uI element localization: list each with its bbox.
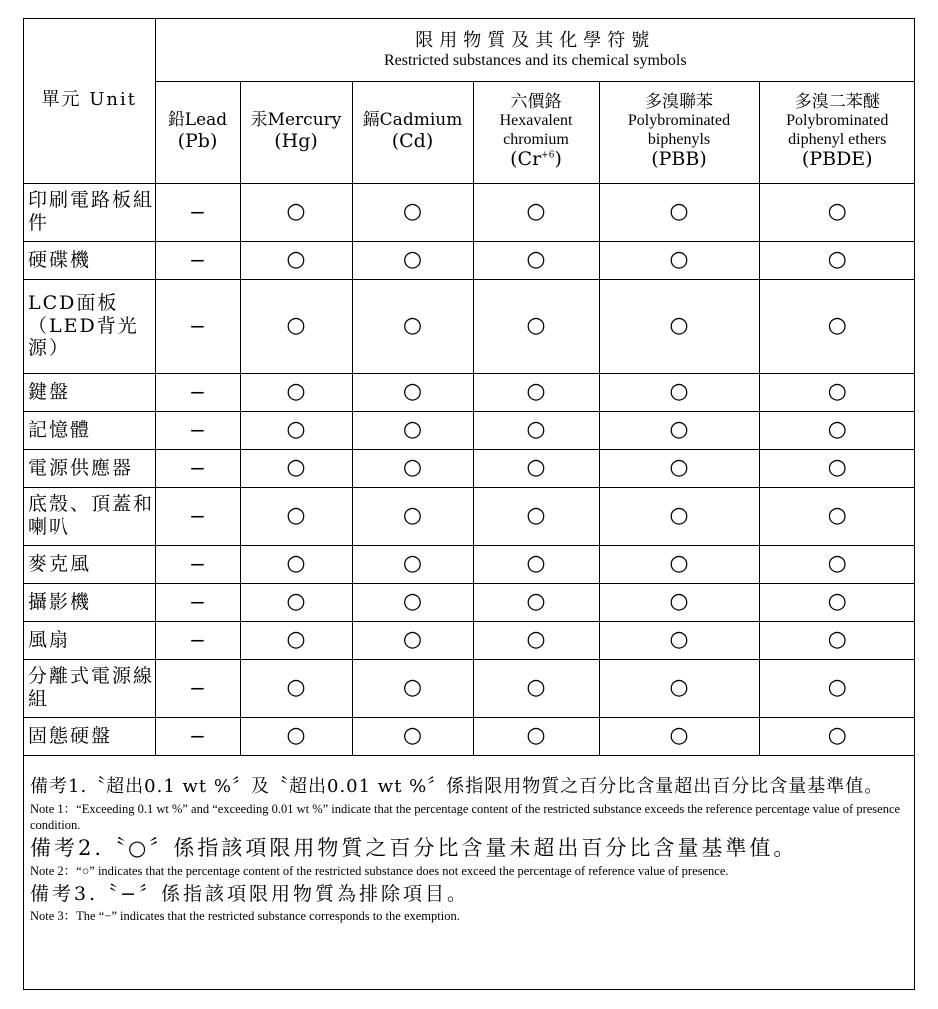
symbol-end: ) (554, 148, 562, 171)
substance-cell (759, 659, 915, 717)
substance-cell (352, 449, 473, 487)
substance-cell (759, 183, 915, 241)
circle-mark: ○ (402, 503, 423, 529)
substance-cell (352, 487, 473, 545)
substance-cell (759, 487, 915, 545)
substance-cell (759, 373, 915, 411)
table-row (24, 487, 915, 545)
substance-cell (155, 241, 240, 279)
note1-en: Note 1：“Exceeding 0.1 wt %” and “exceeding 0.01 wt %” indicate that the percentage content of the restricted substance exceeds the reference percentage value of presence condition. (30, 801, 901, 832)
substance-cell (759, 241, 915, 279)
circle-mark: ○ (526, 247, 546, 273)
substance-cell (240, 373, 352, 411)
circle-mark: ○ (286, 455, 306, 481)
rohs-declaration (23, 18, 915, 990)
circle-mark: ○ (286, 199, 306, 225)
column-header (599, 81, 759, 183)
restricted-substances-table (24, 19, 915, 756)
column-header-line3: diphenyl ethers (788, 130, 887, 148)
notes-section (30, 763, 910, 925)
column-header-line2: Polybrominated (627, 112, 731, 130)
circle-mark: ○ (526, 455, 546, 481)
row-label: 分離式電源線組 (24, 659, 155, 717)
substance-cell (599, 279, 759, 373)
column-header (352, 81, 473, 183)
substance-cell (352, 279, 473, 373)
circle-mark: ○ (402, 589, 423, 615)
substance-cell (155, 449, 240, 487)
dash-mark: − (189, 503, 206, 528)
substance-cell (473, 717, 599, 755)
column-header-line1: 汞Mercury (250, 110, 342, 131)
circle-mark: ○ (827, 589, 847, 615)
circle-mark: ○ (669, 723, 689, 749)
substance-cell (240, 583, 352, 621)
circle-mark: ○ (669, 455, 689, 481)
table-row (24, 583, 915, 621)
note3-zh: 備考3.〝−〞係指該項限用物質為排除項目。 (30, 882, 470, 905)
substance-cell (473, 583, 599, 621)
circle-mark: ○ (402, 417, 423, 443)
dash-mark: − (189, 417, 206, 442)
substance-cell (599, 545, 759, 583)
substance-cell (759, 621, 915, 659)
dash-mark: − (189, 199, 206, 224)
substance-cell (352, 241, 473, 279)
column-header (155, 81, 240, 183)
substance-cell (473, 545, 599, 583)
circle-mark: ○ (402, 247, 423, 273)
substance-cell (599, 411, 759, 449)
table-row (24, 241, 915, 279)
circle-mark: ○ (402, 455, 423, 481)
circle-mark: ○ (286, 417, 306, 443)
circle-mark: ○ (286, 503, 306, 529)
substance-cell (599, 183, 759, 241)
circle-mark: ○ (286, 247, 306, 273)
substance-cell (599, 449, 759, 487)
substance-cell (759, 411, 915, 449)
circle-mark: ○ (827, 455, 847, 481)
circle-mark: ○ (669, 627, 689, 653)
substance-cell (759, 545, 915, 583)
circle-mark: ○ (669, 199, 689, 225)
circle-mark: ○ (669, 313, 689, 339)
substance-cell (240, 411, 352, 449)
circle-mark: ○ (526, 723, 546, 749)
substance-cell (240, 487, 352, 545)
table-row (24, 545, 915, 583)
column-header-line1: 鎘Cadmium (362, 110, 463, 131)
column-header-line2: (Hg) (274, 129, 318, 152)
substance-cell (155, 583, 240, 621)
substance-cell (352, 545, 473, 583)
row-label: 硬碟機 (24, 241, 155, 279)
substance-cell (759, 449, 915, 487)
substance-cell (473, 487, 599, 545)
substance-cell (599, 659, 759, 717)
circle-mark: ○ (669, 675, 689, 701)
dash-mark: − (189, 551, 206, 576)
substance-cell (352, 411, 473, 449)
dash-mark: − (189, 589, 206, 614)
circle-mark: ○ (827, 723, 847, 749)
table-row (24, 373, 915, 411)
substance-cell (599, 241, 759, 279)
substance-cell (240, 449, 352, 487)
circle-mark: ○ (526, 313, 546, 339)
column-header-line2: (Pb) (177, 129, 218, 152)
substance-cell (155, 717, 240, 755)
symbol-base: (Cr (510, 148, 542, 171)
dash-mark: − (189, 379, 206, 404)
row-label: 底殼、頂蓋和喇叭 (24, 487, 155, 545)
circle-mark: ○ (827, 551, 847, 577)
substance-cell (599, 621, 759, 659)
substance-cell (599, 583, 759, 621)
circle-mark: ○ (402, 675, 423, 701)
column-header (759, 81, 915, 183)
table-row (24, 449, 915, 487)
note2-en: Note 2：“○” indicates that the percentage content of the restricted substance does not exceed the percentage of reference value of presence. (30, 864, 729, 879)
column-header-line1: 鉛Lead (167, 110, 228, 131)
circle-mark: ○ (286, 313, 306, 339)
substance-cell (240, 545, 352, 583)
column-header-line3: chromium (503, 130, 569, 148)
circle-mark: ○ (526, 503, 546, 529)
dash-mark: − (189, 723, 206, 748)
substance-cell (352, 621, 473, 659)
row-label: 記憶體 (24, 411, 155, 449)
circle-mark: ○ (669, 247, 689, 273)
circle-mark: ○ (827, 627, 847, 653)
note1-zh: 備考1.〝超出0.1 wt %〞及〝超出0.01 wt %〞係指限用物質之百分比含量超出百分比含量基準值。 (30, 776, 884, 797)
circle-mark: ○ (827, 675, 847, 701)
circle-mark: ○ (827, 417, 847, 443)
substance-cell (473, 183, 599, 241)
circle-mark: ○ (669, 589, 689, 615)
circle-mark: ○ (827, 313, 847, 339)
substance-cell (473, 659, 599, 717)
circle-mark: ○ (402, 379, 423, 405)
circle-mark: ○ (402, 199, 423, 225)
table-row (24, 621, 915, 659)
circle-mark: ○ (402, 723, 423, 749)
substances-title-en: Restricted substances and its chemical symbols (383, 51, 687, 69)
substance-cell (759, 583, 915, 621)
circle-mark: ○ (526, 199, 546, 225)
circle-mark: ○ (286, 723, 306, 749)
circle-mark: ○ (402, 551, 423, 577)
column-header-line1: 多溴二苯醚 (794, 91, 880, 112)
row-label: 印刷電路板組件 (24, 183, 155, 241)
column-header (473, 81, 599, 183)
substance-cell (473, 373, 599, 411)
row-label: 麥克風 (24, 545, 155, 583)
substance-cell (240, 279, 352, 373)
substance-cell (759, 717, 915, 755)
circle-mark: ○ (526, 551, 546, 577)
table-row (24, 411, 915, 449)
substance-cell (473, 411, 599, 449)
row-label: LCD面板（LED背光源） (24, 279, 155, 373)
circle-mark: ○ (827, 503, 847, 529)
substance-cell (352, 659, 473, 717)
table-row (24, 183, 915, 241)
circle-mark: ○ (669, 503, 689, 529)
substance-cell (155, 659, 240, 717)
substance-cell (240, 183, 352, 241)
circle-mark: ○ (526, 417, 546, 443)
column-header-line2: (Cd) (391, 129, 434, 152)
dash-mark: − (189, 247, 206, 272)
column-header-line3: biphenyls (647, 130, 711, 148)
substance-cell (599, 487, 759, 545)
column-header-symbol (474, 149, 599, 171)
substance-cell (352, 717, 473, 755)
circle-mark: ○ (402, 313, 423, 339)
circle-mark: ○ (526, 675, 546, 701)
note3-en: Note 3：The “−” indicates that the restricted substance corresponds to the exemption. (30, 909, 460, 924)
substance-cell (599, 717, 759, 755)
substances-header (155, 19, 915, 81)
table-row (24, 659, 915, 717)
substance-cell (473, 241, 599, 279)
circle-mark: ○ (526, 589, 546, 615)
substances-title-zh: 限用物質及其化學符號 (415, 30, 656, 52)
dash-mark: − (189, 455, 206, 480)
substance-cell (155, 411, 240, 449)
substance-cell (473, 279, 599, 373)
circle-mark: ○ (827, 247, 847, 273)
circle-mark: ○ (669, 379, 689, 405)
column-header-line2: Hexavalent (499, 112, 573, 130)
circle-mark: ○ (286, 379, 306, 405)
circle-mark: ○ (286, 675, 306, 701)
substance-cell (352, 373, 473, 411)
row-label: 固態硬盤 (24, 717, 155, 755)
circle-mark: ○ (669, 417, 689, 443)
circle-mark: ○ (286, 551, 306, 577)
substance-cell (155, 373, 240, 411)
circle-mark: ○ (827, 199, 847, 225)
column-header-line1: 多溴聯苯 (645, 91, 713, 112)
substance-cell (155, 545, 240, 583)
row-label: 風扇 (24, 621, 155, 659)
circle-mark: ○ (669, 551, 689, 577)
column-header (240, 81, 352, 183)
substance-cell (759, 279, 915, 373)
row-label: 鍵盤 (24, 373, 155, 411)
circle-mark: ○ (827, 379, 847, 405)
substance-cell (240, 659, 352, 717)
substance-cell (155, 183, 240, 241)
dash-mark: − (189, 313, 206, 338)
column-header-line4: (PBDE) (801, 148, 873, 171)
circle-mark: ○ (526, 379, 546, 405)
note2-zh: 備考2.〝○〞係指該項限用物質之百分比含量未超出百分比含量基準值。 (30, 836, 798, 861)
column-header-line2: Polybrominated (786, 112, 889, 130)
dash-mark: − (189, 675, 206, 700)
substance-cell (352, 583, 473, 621)
symbol-charge: +6 (541, 150, 555, 161)
row-label: 電源供應器 (24, 449, 155, 487)
row-label: 攝影機 (24, 583, 155, 621)
circle-mark: ○ (402, 627, 423, 653)
table-row (24, 717, 915, 755)
dash-mark: − (189, 627, 206, 652)
circle-mark: ○ (286, 627, 306, 653)
substance-cell (473, 621, 599, 659)
circle-mark: ○ (526, 627, 546, 653)
unit-header: 單元 Unit (24, 19, 155, 183)
table-row (24, 279, 915, 373)
substance-cell (599, 373, 759, 411)
substance-cell (473, 449, 599, 487)
substance-cell (352, 183, 473, 241)
column-header-line1: 六價鉻 (510, 91, 562, 112)
substance-cell (155, 279, 240, 373)
substance-cell (240, 621, 352, 659)
substance-cell (240, 717, 352, 755)
substance-cell (155, 621, 240, 659)
circle-mark: ○ (286, 589, 306, 615)
column-header-line4: (PBB) (651, 148, 707, 171)
substance-cell (155, 487, 240, 545)
substance-cell (240, 241, 352, 279)
